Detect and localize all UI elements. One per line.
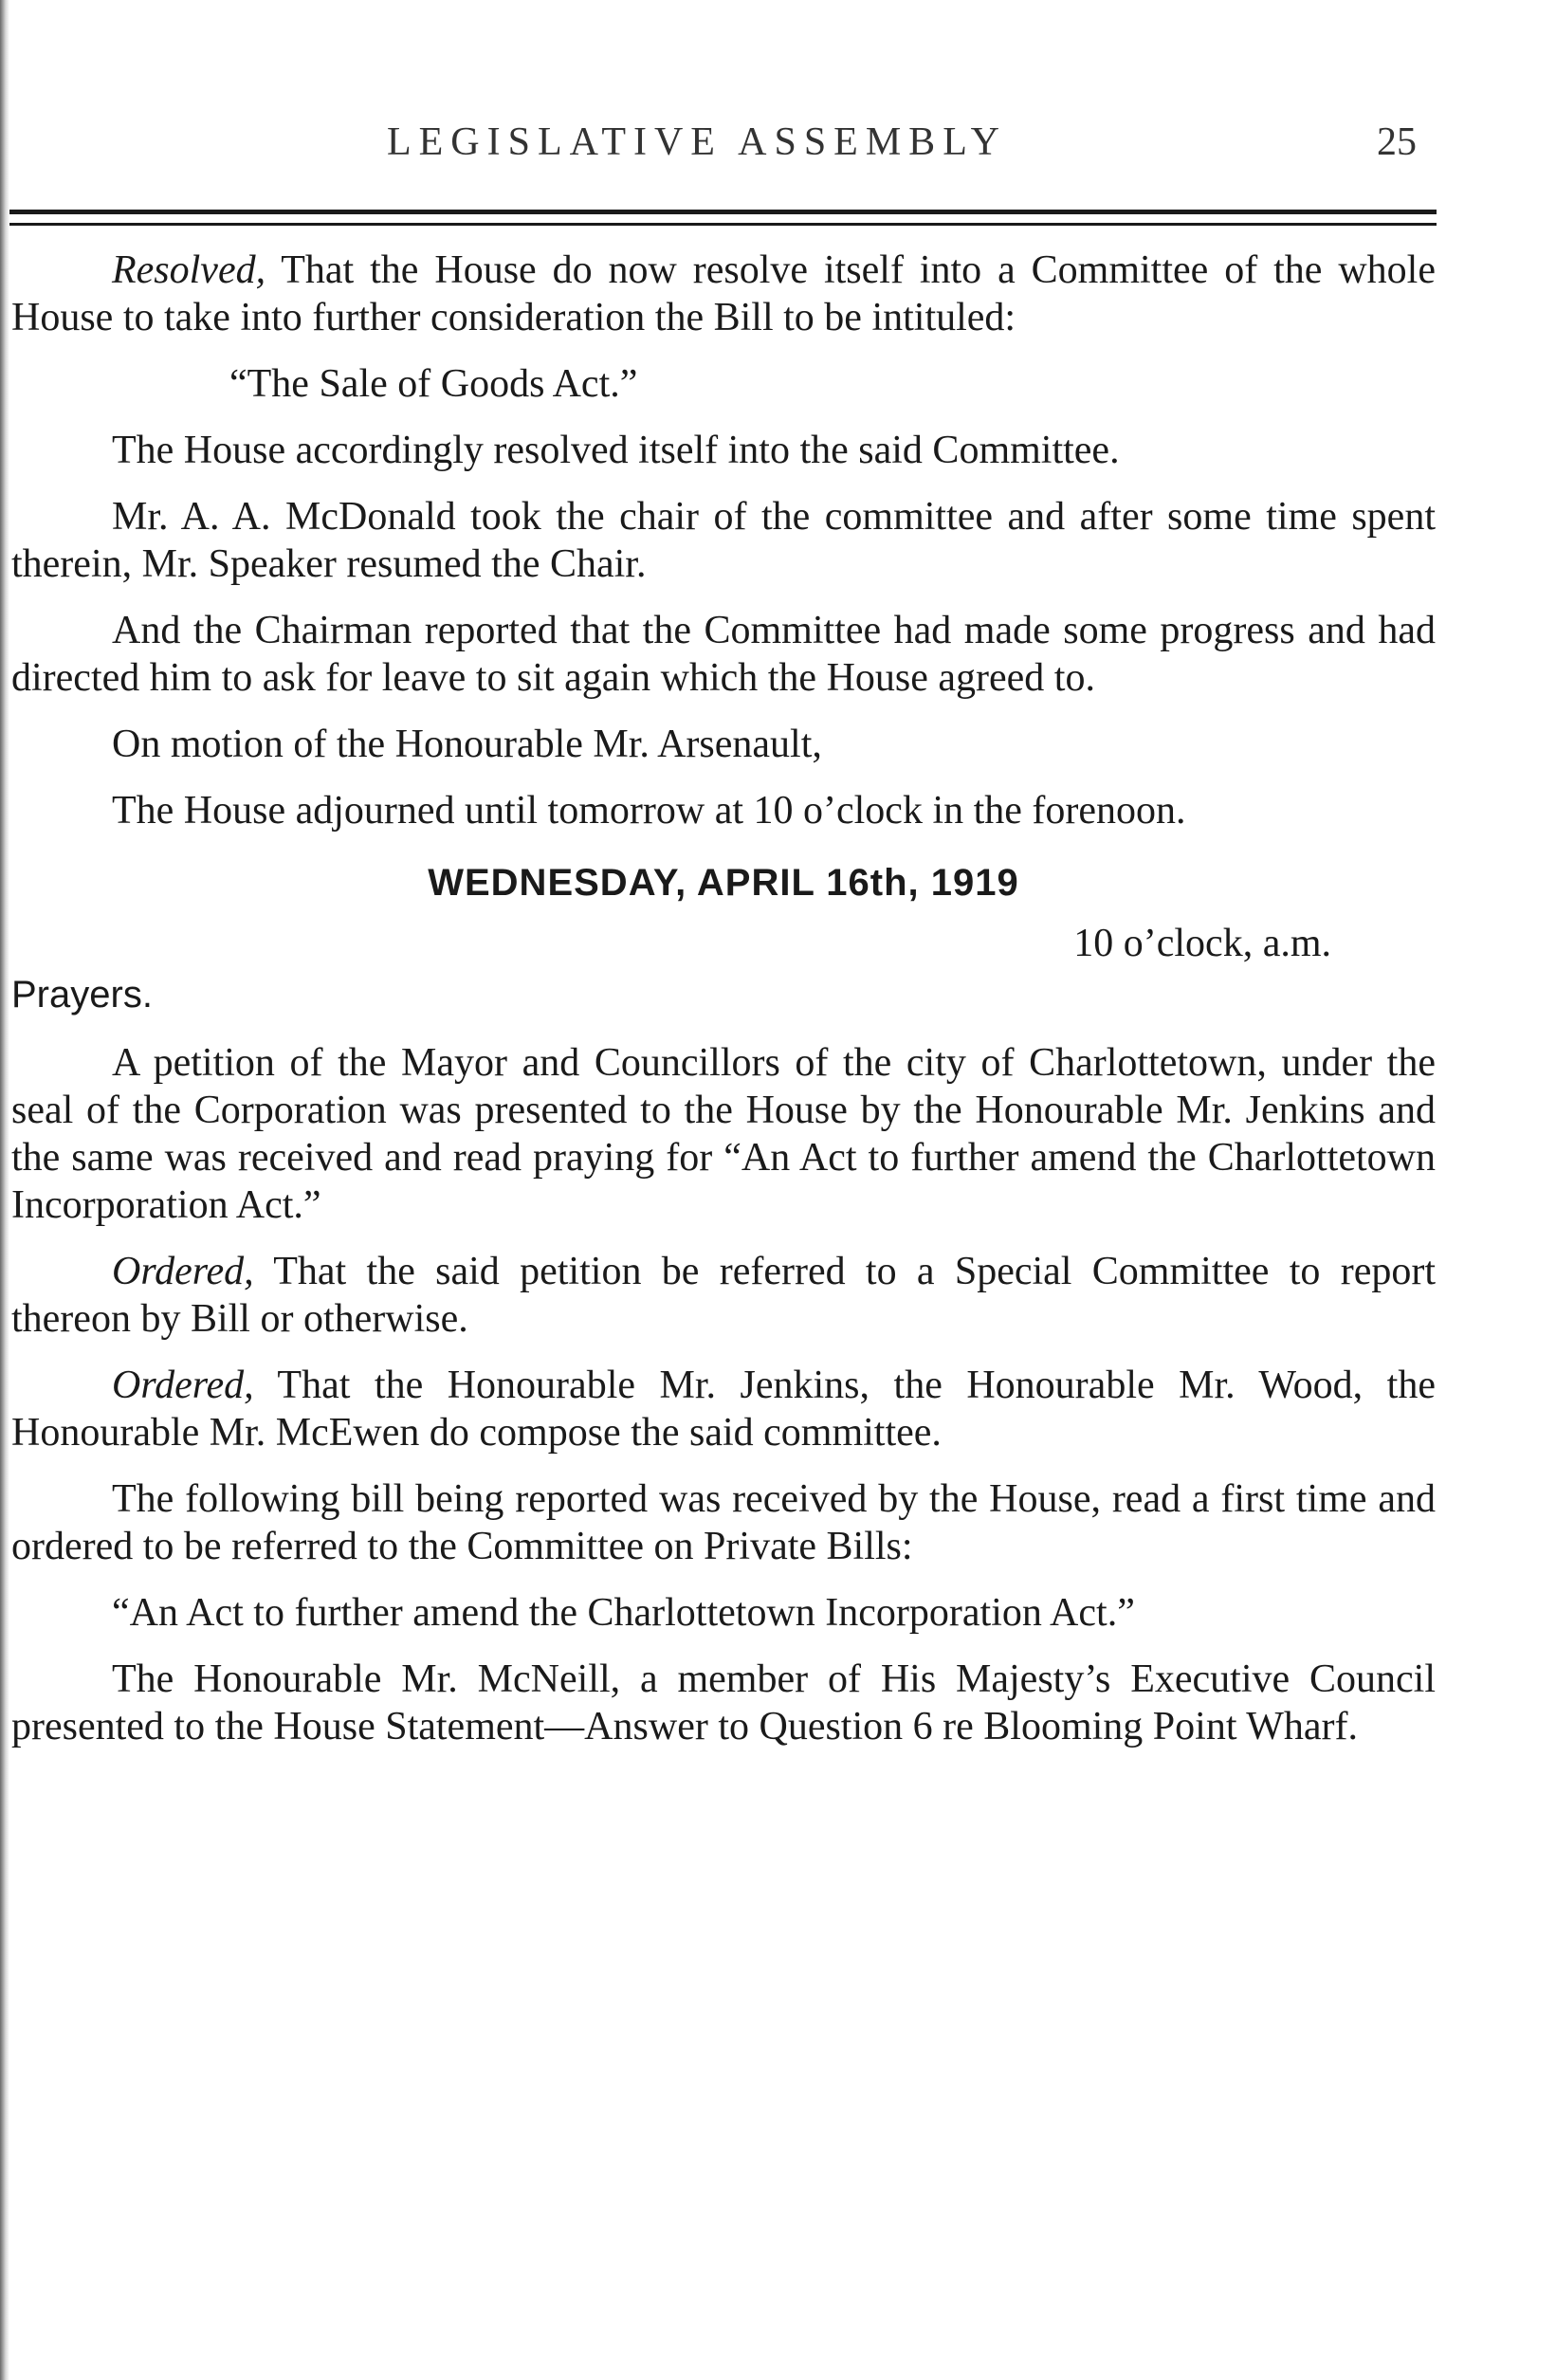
paragraph-ordered-1: [11, 1248, 1436, 1343]
paragraph-report: And the Chairman reported that the Committee had made some progress and had directed him to ask for leave to sit again which the House agreed to.: [11, 609, 1436, 700]
paragraph-resolved: [11, 247, 1436, 341]
paragraph-chair: Mr. A. A. McDonald took the chair of the committee and after some time spent therein, Mr. Speaker resumed the Chair.: [11, 495, 1436, 586]
sitting-time: 10 o’clock, a.m.: [1073, 922, 1331, 965]
paragraph-committee: The House accordingly resolved itself into the said Committee.: [112, 429, 1120, 472]
paragraph-petition: A petition of the Mayor and Councillors of the city of Charlottetown, under the seal of the Corporation was presented to the House by the Honourable Mr. Jenkins and the same was received and read praying for “An Act to further amend the Charlottetown Incorporation Act.”: [11, 1041, 1436, 1227]
page-number: 25: [1377, 120, 1417, 164]
resolved-lead: Resolved,: [112, 248, 266, 292]
ordered-text-2: That the Honourable Mr. Jenkins, the Honourable Mr. Wood, the Honourable Mr. McEwen do compose the said committee.: [11, 1364, 1436, 1455]
ordered-lead-1: Ordered,: [112, 1250, 254, 1293]
paragraph-bill-title: “The Sale of Goods Act.”: [229, 362, 638, 406]
ordered-lead-2: Ordered,: [112, 1364, 254, 1407]
paragraph-bill-reported: The following bill being reported was received by the House, read a first time and ordered to be referred to the Committee on Private Bills:: [11, 1477, 1436, 1568]
paragraph-adjourned: The House adjourned until tomorrow at 10 o’clock in the forenoon.: [112, 789, 1186, 833]
body-text: [11, 247, 1436, 1769]
paragraph-statement: The Honourable Mr. McNeill, a member of His Majesty’s Executive Council presented to the House Statement—Answer to Question 6 re Blooming Point Wharf.: [11, 1657, 1436, 1748]
prayers-heading: Prayers.: [11, 974, 153, 1016]
header-rule-thin: [9, 223, 1437, 226]
header-rule-thick: [9, 210, 1437, 214]
running-head: LEGISLATIVE ASSEMBLY: [387, 120, 1007, 164]
day-heading: WEDNESDAY, APRIL 16th, 1919: [428, 862, 1019, 904]
paragraph-act-title: “An Act to further amend the Charlottetown Incorporation Act.”: [112, 1591, 1135, 1635]
binding-shadow: [0, 0, 9, 2380]
paragraph-motion: On motion of the Honourable Mr. Arsenault,: [112, 723, 822, 766]
ordered-text-1: That the said petition be referred to a Special Committee to report thereon by Bill or otherwise.: [11, 1250, 1436, 1341]
paragraph-ordered-2: [11, 1362, 1436, 1456]
resolved-text: That the House do now resolve itself into a Committee of the whole House to take into further consideration the Bill to be intituled:: [11, 248, 1436, 339]
